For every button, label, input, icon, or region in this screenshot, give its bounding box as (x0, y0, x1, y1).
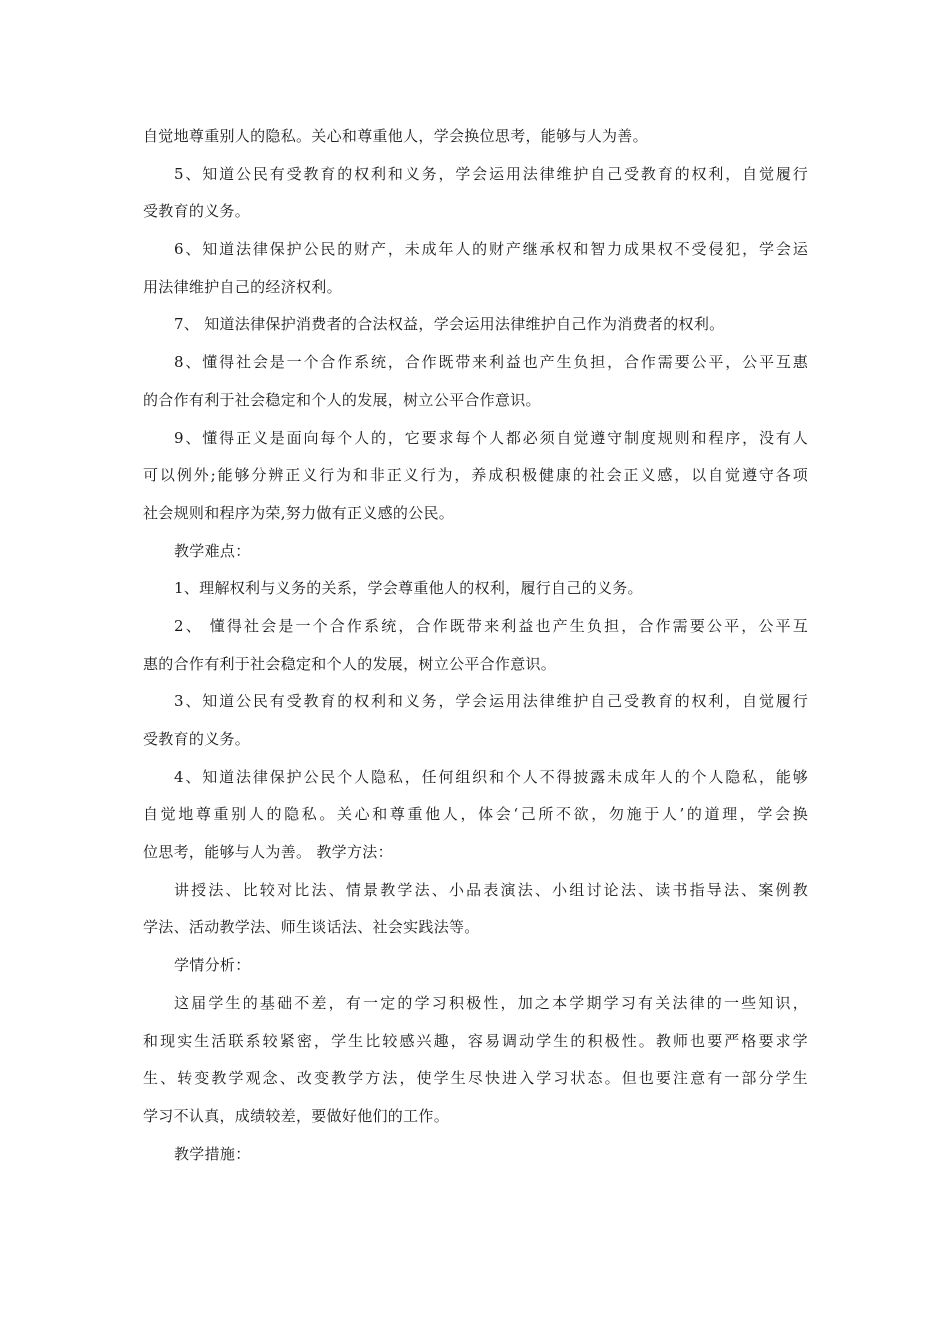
document-body (143, 118, 808, 1173)
text-line: 6、知道法律保护公民的财产，未成年人的财产继承权和智力成果权不受侵犯，学会运 (174, 240, 808, 259)
text-line: 的合作有利于社会稳定和个人的发展，树立公平合作意识。 (143, 390, 541, 409)
text-line: 1、理解权利与义务的关系，学会尊重他人的权利，履行自己的义务。 (174, 579, 643, 598)
text-line: 生、转变教学观念、改变教学方法，使学生尽快进入学习状态。但也要注意有一部分学生 (143, 1069, 808, 1088)
text-line: 社会规则和程序为荣,努力做有正义感的公民。 (143, 503, 455, 522)
text-line: 和现实生活联系较紧密，学生比较感兴趣，容易调动学生的积极性。教师也要严格要求学 (143, 1031, 808, 1050)
text-line: 3、知道公民有受教育的权利和义务，学会运用法律维护自己受教育的权利，自觉履行 (174, 692, 808, 711)
text-line: 位思考，能够与人为善。 教学方法： (143, 843, 393, 862)
text-line: 4、知道法律保护公民个人隐私，任何组织和个人不得披露未成年人的个人隐私，能够 (174, 767, 808, 786)
text-line: 惠的合作有利于社会稳定和个人的发展，树立公平合作意识。 (143, 654, 557, 673)
text-line: 讲授法、比较对比法、情景教学法、小品表演法、小组讨论法、读书指导法、案例教 (174, 880, 808, 899)
text-line: 自觉地尊重别人的隐私。关心和尊重他人，学会换位思考，能够与人为善。 (143, 127, 648, 145)
text-line: 这届学生的基础不差，有一定的学习积极性，加之本学期学习有关法律的一些知识， (174, 993, 808, 1012)
text-line: 教学难点： (174, 541, 251, 560)
text-line: 2、 懂得社会是一个合作系统，合作既带来利益也产生负担，合作需要公平，公平互 (174, 616, 808, 635)
text-line: 受教育的义务。 (143, 730, 251, 748)
text-line: 自觉地尊重别人的隐私。关心和尊重他人，体会‘己所不欲，勿施于人’的道理，学会换 (143, 805, 808, 824)
text-line: 8、懂得社会是一个合作系统，合作既带来利益也产生负担，合作需要公平，公平互惠 (174, 353, 808, 372)
text-line: 学法、活动教学法、师生谈话法、社会实践法等。 (143, 918, 480, 937)
text-line: 学情分析： (174, 956, 251, 975)
text-line: 可以例外;能够分辨正义行为和非正义行为，养成积极健康的社会正义感，以自觉遵守各项 (143, 466, 808, 485)
text-line: 用法律维护自己的经济权利。 (143, 277, 342, 296)
text-line: 5、知道公民有受教育的权利和义务，学会运用法律维护自己受教育的权利，自觉履行 (174, 164, 808, 183)
text-line: 教学措施： (174, 1144, 251, 1163)
text-line: 学习不认真，成绩较差，要做好他们的工作。 (143, 1106, 450, 1125)
text-line: 受教育的义务。 (143, 202, 251, 221)
text-line: 9、懂得正义是面向每个人的，它要求每个人都必须自觉遵守制度规则和程序，没有人 (174, 428, 808, 447)
text-line: 7、 知道法律保护消费者的合法权益，学会运用法律维护自己作为消费者的权利。 (174, 315, 725, 334)
